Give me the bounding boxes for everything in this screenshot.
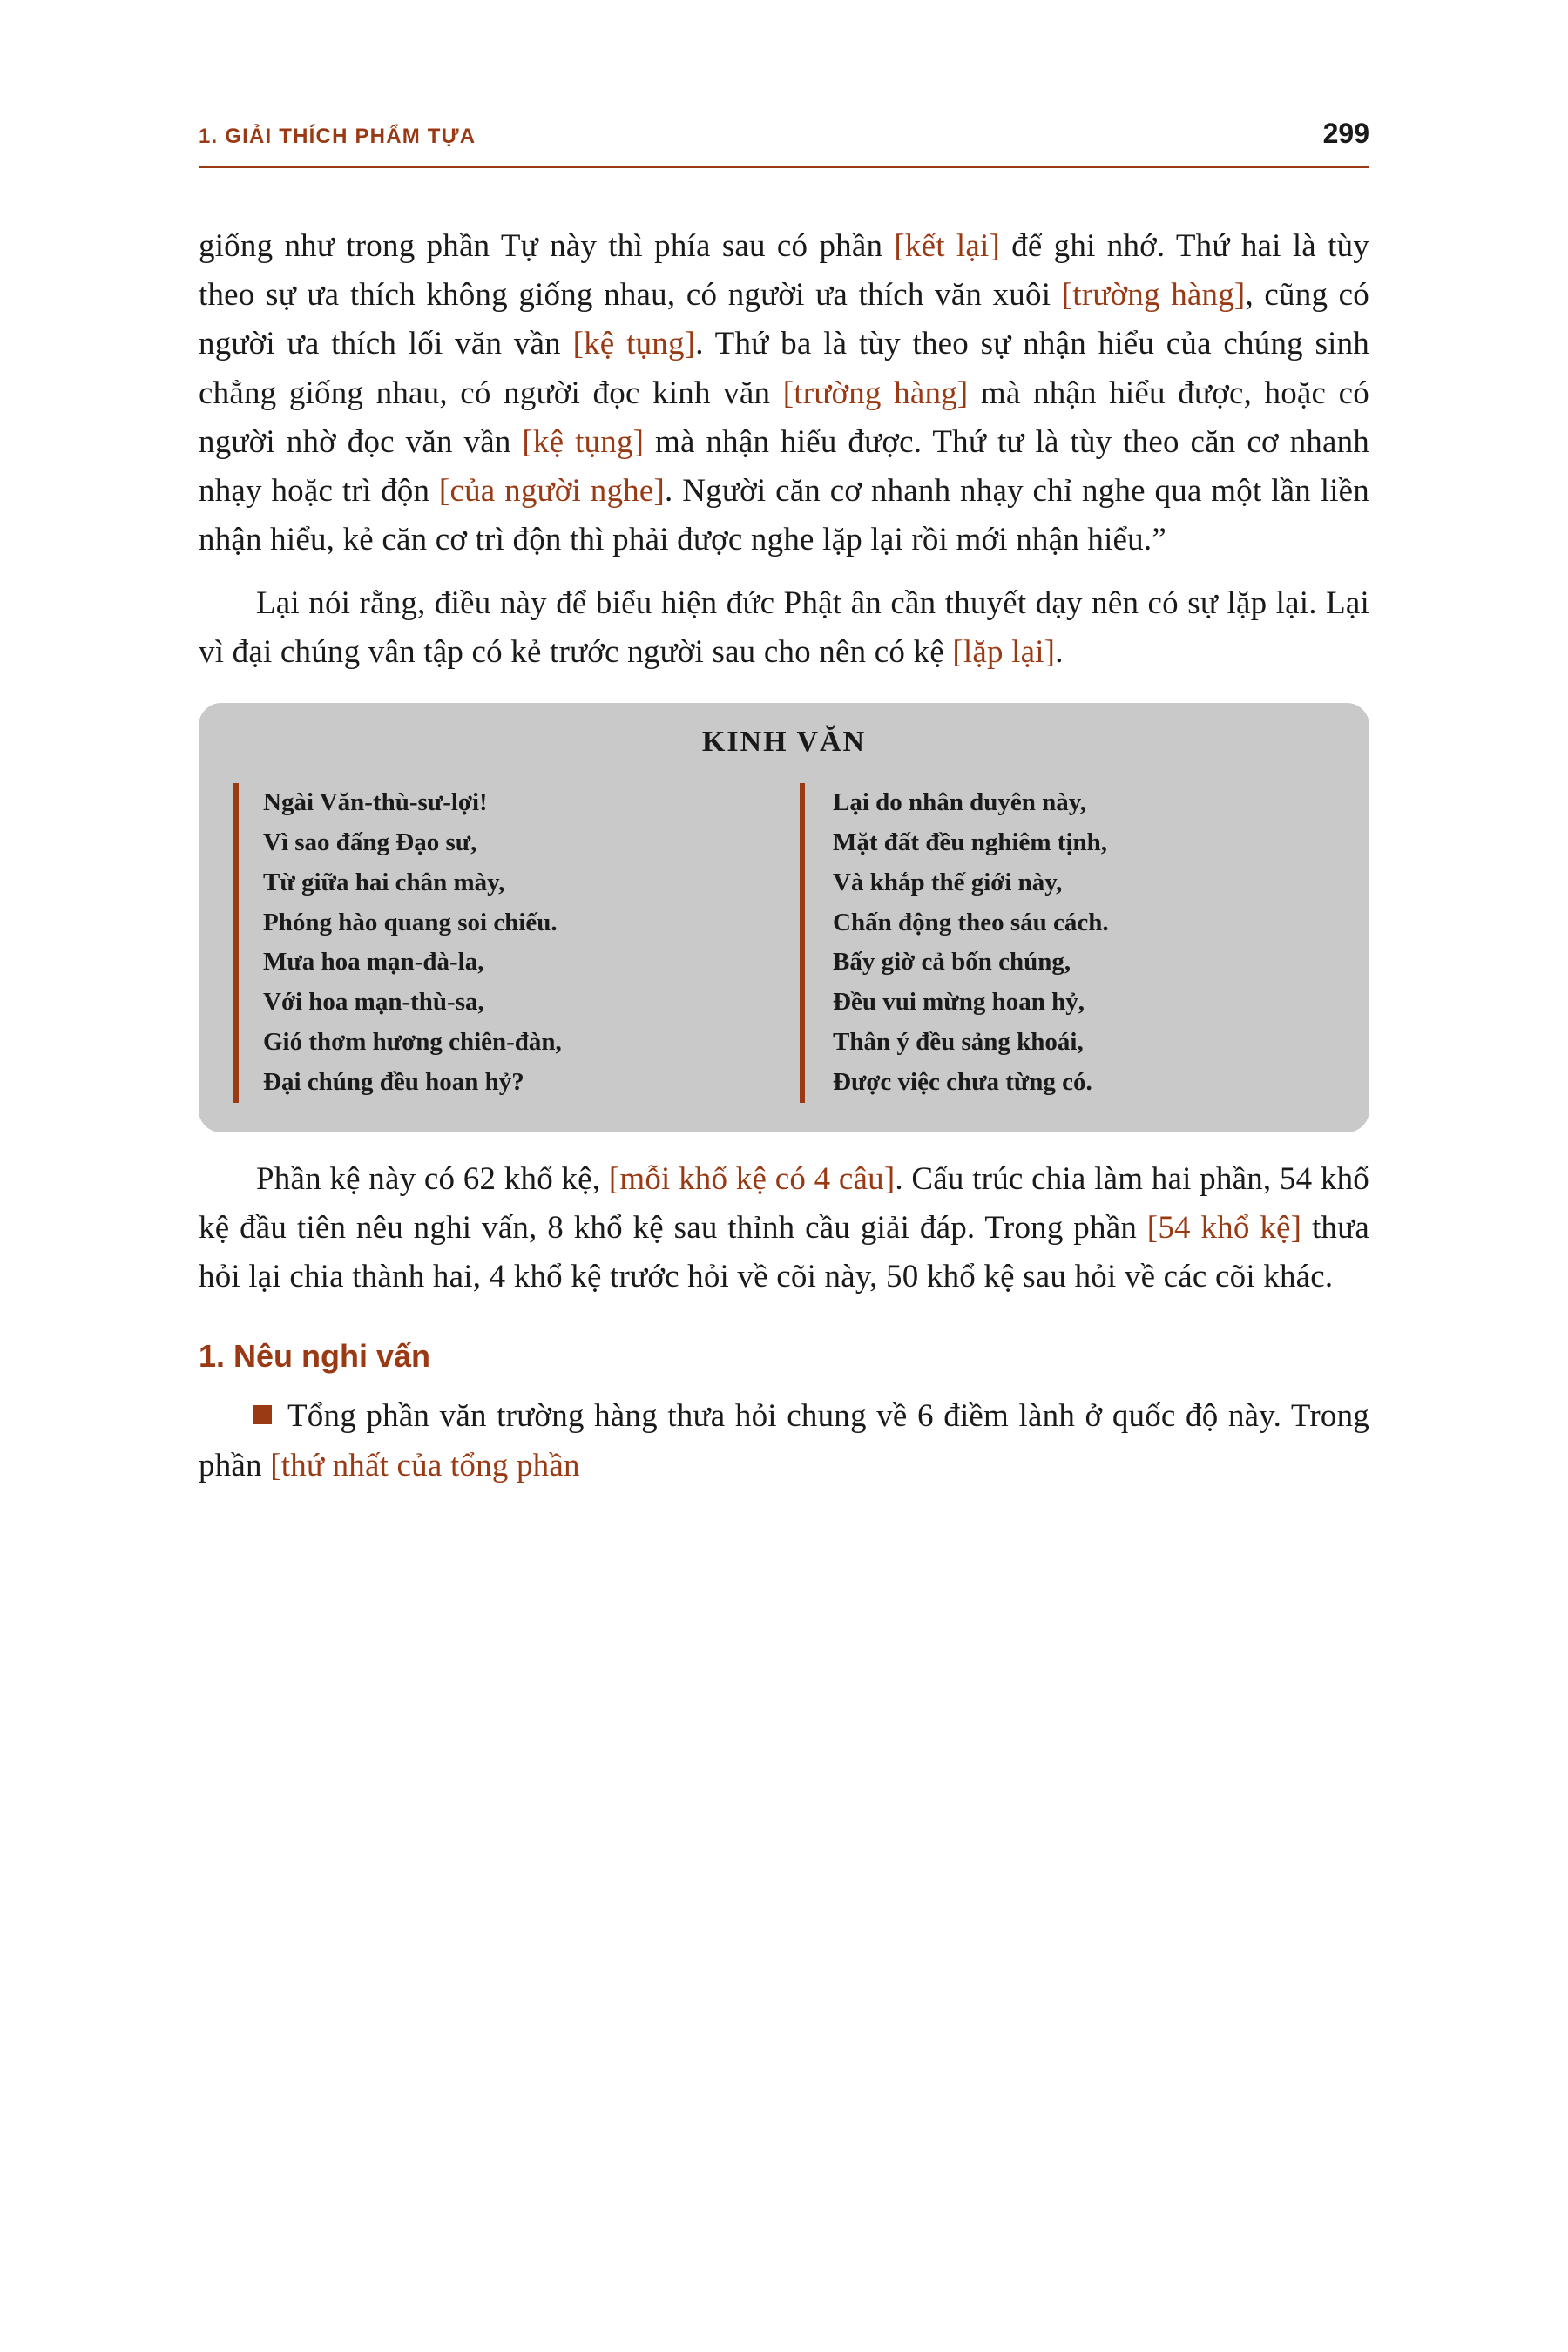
sutra-quote-box	[199, 703, 1369, 1132]
sutra-verse-line: Và khắp thế giới này,	[833, 868, 1063, 896]
sutra-column-left	[233, 783, 765, 1103]
sutra-column-right	[800, 783, 1335, 1103]
header-chapter-title: 1. GIẢI THÍCH PHẨM TỰA	[199, 125, 476, 148]
page-number: 299	[1322, 118, 1369, 149]
paragraph-2	[199, 579, 1369, 677]
text-run: để ghi nhớ. Thứ hai là tùy theo sự ưa thích không giống nhau, có người ưa thích văn xuôi	[199, 228, 1369, 314]
sutra-verse-line: Thân ý đều sảng khoái,	[833, 1027, 1084, 1056]
bracket-note: [lặp lại]	[952, 633, 1056, 670]
text-run: Phần kệ này có 62 khổ kệ,	[256, 1160, 609, 1197]
header-divider	[199, 166, 1369, 168]
bracket-note: [kệ tụng]	[522, 423, 645, 460]
text-run: mà nhận hiểu được. Thứ tư là tùy theo căn cơ nhanh nhạy hoặc trì độn	[199, 423, 1369, 510]
text-run: , cũng có người ưa thích lối văn vần	[199, 277, 1369, 362]
text-run: mà nhận hiểu được, hoặc có người nhờ đọc văn vần	[199, 375, 1370, 460]
text-run: . Thứ ba là tùy theo sự nhận hiểu của chúng sinh chẳng giống nhau, có người đọc kinh văn	[199, 326, 1370, 411]
sutra-verse-line: Với hoa mạn-thù-sa,	[263, 988, 484, 1017]
sutra-verse-line: Mưa hoa mạn-đà-la,	[263, 948, 484, 977]
text-run: .	[1055, 633, 1064, 670]
running-header	[199, 118, 1369, 150]
text-run: . Cấu trúc chia làm hai phần, 54 khổ kệ đầu tiên nêu nghi vấn, 8 khổ kệ sau thỉnh cầu giải đáp. Trong phần	[199, 1160, 1370, 1246]
paragraph-1	[199, 222, 1369, 565]
text-run: Lại nói rằng, điều này để biểu hiện đức Phật ân cần thuyết dạy nên có sự lặp lại. Lại vì đại chúng vân tập có kẻ trước người sau cho nên có kệ	[199, 585, 1369, 670]
square-bullet-icon	[253, 1405, 272, 1424]
bracket-note: [mỗi khổ kệ có 4 câu]	[608, 1160, 896, 1197]
bracket-note: [thứ nhất của tổng phần	[270, 1447, 580, 1484]
bracket-note: [trường hàng]	[782, 375, 969, 411]
sutra-verse-line: Đại chúng đều hoan hỷ?	[263, 1067, 524, 1096]
text-run: Tổng phần văn trường hàng thưa hỏi chung về 6 điềm lành ở quốc độ này. Trong phần	[199, 1398, 1369, 1484]
paragraph-3	[199, 1155, 1369, 1302]
sutra-box-title: KINH VĂN	[701, 726, 867, 759]
sutra-verse-line: Ngài Văn-thù-sư-lợi!	[263, 788, 488, 817]
sutra-verse-line: Vì sao đấng Đạo sư,	[263, 828, 477, 856]
sutra-columns	[233, 783, 1335, 1103]
page-content	[199, 222, 1369, 1490]
sutra-verse-line: Từ giữa hai chân mày,	[263, 868, 505, 896]
sutra-verse-line: Được việc chưa từng có.	[833, 1067, 1092, 1096]
text-run: thưa hỏi lại chia thành hai, 4 khổ kệ trước hỏi về cõi này, 50 khổ kệ sau hỏi về các cõi khác.	[199, 1209, 1370, 1295]
paragraph-4	[199, 1392, 1369, 1490]
section-heading: 1. Nêu nghi vấn	[199, 1338, 431, 1375]
sutra-verse-line: Mặt đất đều nghiêm tịnh,	[833, 828, 1108, 856]
text-run: . Người căn cơ nhanh nhạy chỉ nghe qua một lần liền nhận hiểu, kẻ căn cơ trì độn thì phải được nghe lặp lại rồi mới nhận hiểu.”	[199, 473, 1369, 558]
bracket-note: [54 khổ kệ]	[1146, 1209, 1302, 1246]
bracket-note: [trường hàng]	[1061, 277, 1246, 314]
text-run: giống như trong phần Tự này thì phía sau có phần	[199, 228, 895, 264]
sutra-verse-line: Phóng hào quang soi chiếu.	[263, 908, 558, 936]
bracket-note: [kết lại]	[894, 228, 1000, 264]
sutra-verse-line: Chấn động theo sáu cách.	[833, 908, 1109, 936]
bracket-note: [của người nghe]	[438, 473, 666, 510]
sutra-verse-line: Đều vui mừng hoan hỷ,	[833, 988, 1085, 1017]
sutra-verse-line: Gió thơm hương chiên-đàn,	[263, 1027, 562, 1056]
sutra-verse-line: Lại do nhân duyên này,	[833, 788, 1086, 817]
bracket-note: [kệ tụng]	[572, 326, 696, 362]
sutra-verse-line: Bấy giờ cả bốn chúng,	[833, 948, 1071, 977]
